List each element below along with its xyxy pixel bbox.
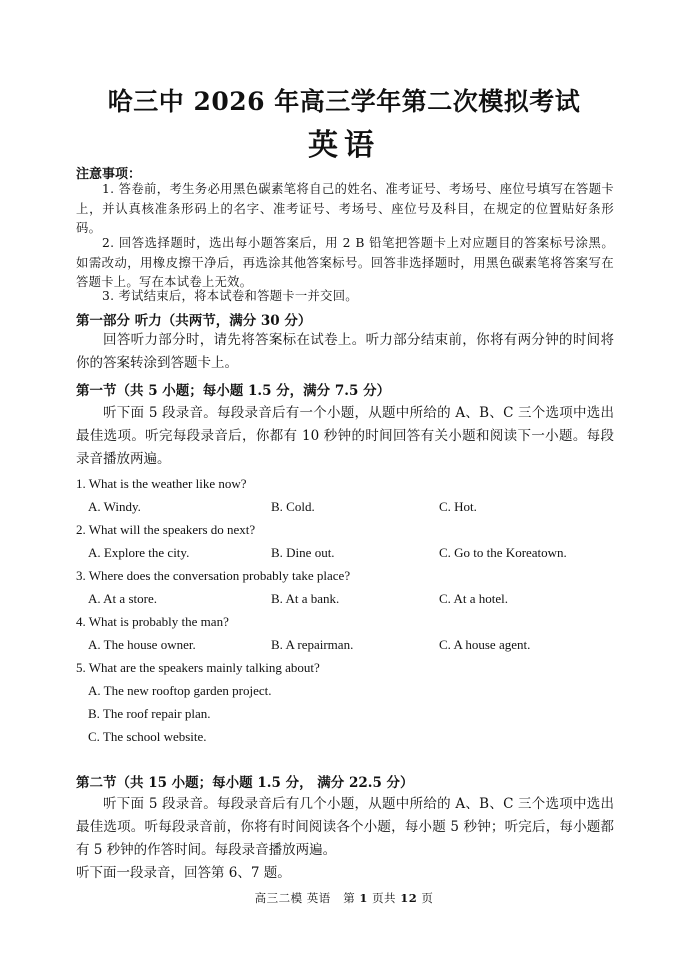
q5-option-b: B. The roof repair plan. — [88, 706, 211, 721]
notice-heading: 注意事项： — [76, 167, 142, 182]
notice-item-2: 2. 回答选择题时，选出每小题答案后，用 2 B 铅笔把答题卡上对应题目的答案标号涂黑。如需改动，用橡皮擦干净后，再选涂其他答案标号。回答非选择题时，用黑色碳素笔将答案写在答题卡上。写在本试卷上无效。 — [76, 236, 614, 289]
question-4: 4. What is probably the man? — [76, 614, 229, 629]
question-1: 1. What is the weather like now? — [76, 476, 247, 491]
q5-option-a: A. The new rooftop garden project. — [88, 683, 272, 698]
section2-heading: 第二节（共 15 小题；每小题 1.5 分， 满分 22.5 分） — [76, 775, 414, 791]
exam-title: 哈三中 2026 年高三学年第二次模拟考试 — [107, 87, 581, 116]
q2-option-a: A. Explore the city. — [88, 545, 190, 560]
page-footer — [0, 890, 688, 906]
question-3: 3. Where does the conversation probably take place? — [76, 568, 351, 583]
section1-heading: 第一节（共 5 小题；每小题 1.5 分，满分 7.5 分） — [76, 383, 391, 399]
q2-option-b: B. Dine out. — [271, 545, 335, 560]
q4-option-a: A. The house owner. — [88, 637, 196, 652]
q1-option-a: A. Windy. — [88, 499, 141, 514]
footer-page-label-1: 第 — [343, 891, 356, 905]
q3-option-b: B. At a bank. — [271, 591, 340, 606]
q5-option-c: C. The school website. — [88, 729, 207, 744]
section2-intro: 听下面 5 段录音。每段录音后有几个小题，从题中所给的 A、B、C 三个选项中选出最佳选项。听每段录音前，你将有时间阅读各个小题，每小题 5 秒钟；听完后，每小题都有 5 秒钟的作答时间。每段录音播放两遍。 — [76, 796, 614, 858]
part1-heading: 第一部分 听力（共两节，满分 30 分） — [76, 313, 312, 329]
notice-item-3: 3. 考试结束后，将本试卷和答题卡一并交回。 — [102, 289, 358, 303]
subject-title: 英语 — [308, 128, 380, 163]
question-5: 5. What are the speakers mainly talking about? — [76, 660, 320, 675]
footer-page-label-2: 页共 — [372, 891, 397, 905]
q3-option-a: A. At a store. — [88, 591, 157, 606]
notice-item-1: 1. 答卷前，考生务必用黑色碳素笔将自己的姓名、准考证号、考场号、座位号填写在答题卡上，并认真核准条形码上的名字、准考证号、考场号、座位号及科目，在规定的位置贴好条形码。 — [76, 182, 614, 235]
footer-total-pages: 12 — [400, 891, 418, 905]
footer-page-number: 1 — [359, 891, 368, 905]
q3-option-c: C. At a hotel. — [439, 591, 508, 606]
footer-page-label-3: 页 — [421, 891, 434, 905]
q2-option-c: C. Go to the Koreatown. — [439, 545, 567, 560]
footer-grade: 高三二模 英语 — [254, 891, 331, 905]
q4-option-b: B. A repairman. — [271, 637, 354, 652]
q4-option-c: C. A house agent. — [439, 637, 531, 652]
part1-intro: 回答听力部分时，请先将答案标在试卷上。听力部分结束前，你将有两分钟的时间将你的答案转涂到答题卡上。 — [76, 332, 614, 371]
q1-option-c: C. Hot. — [439, 499, 477, 514]
section2-next-instruction: 听下面一段录音，回答第 6、7 题。 — [76, 865, 291, 881]
q1-option-b: B. Cold. — [271, 499, 315, 514]
question-2: 2. What will the speakers do next? — [76, 522, 256, 537]
section1-intro: 听下面 5 段录音。每段录音后有一个小题，从题中所给的 A、B、C 三个选项中选出最佳选项。听完每段录音后，你都有 10 秒钟的时间回答有关小题和阅读下一小题。每段录音播放两遍。 — [76, 405, 614, 467]
